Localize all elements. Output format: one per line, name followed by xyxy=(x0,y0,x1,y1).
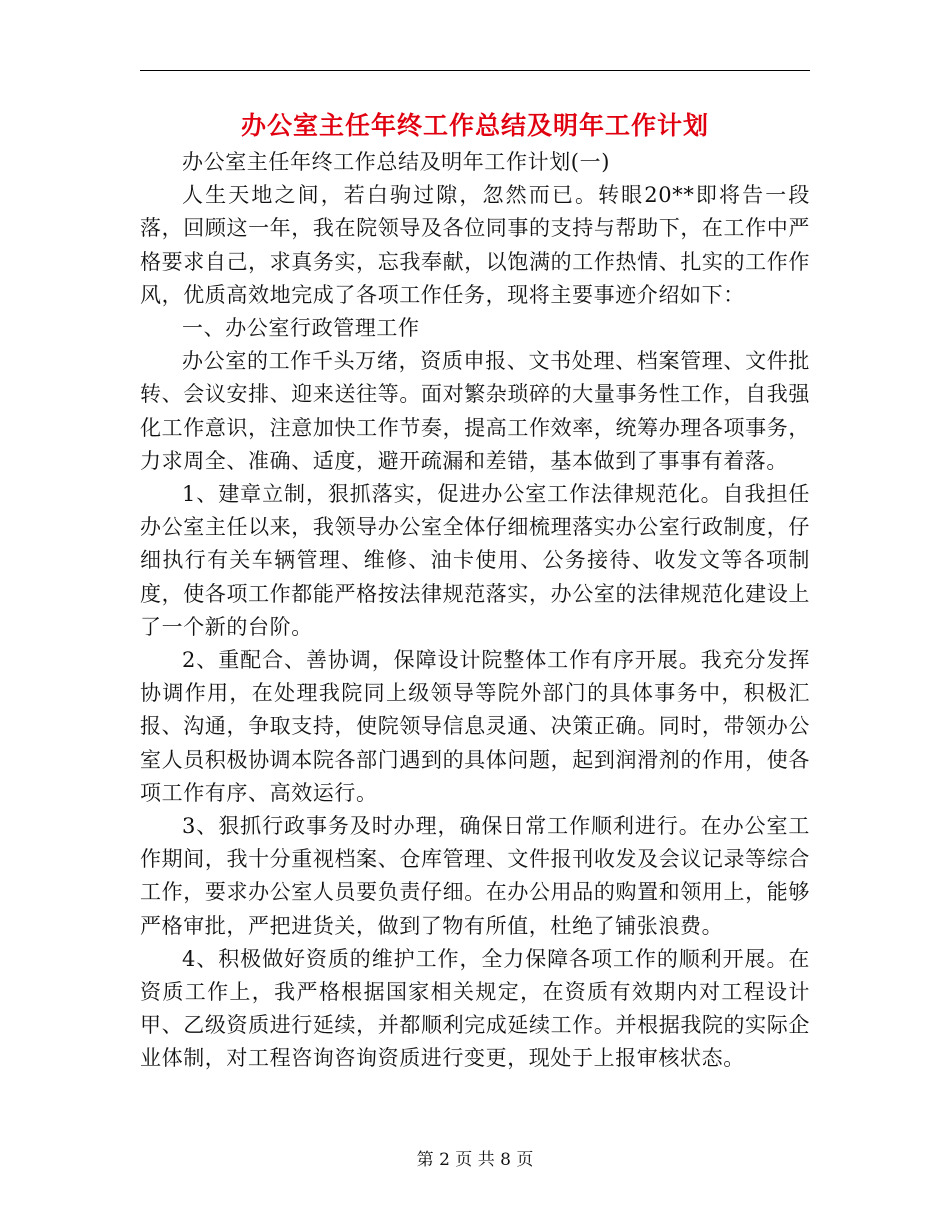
item-2-paragraph: 2、重配合、善协调，保障设计院整体工作有序开展。我充分发挥协调作用，在处理我院同上级领导等院外部门的具体事务中，积极汇报、沟通，争取支持，使院领导信息灵通、决策正确。同时，带领办公室人员积极协调本院各部门遇到的具体问题，起到润滑剂的作用，使各项工作有序、高效运行。 xyxy=(140,648,810,805)
item-3-paragraph: 3、狠抓行政事务及时办理，确保日常工作顺利进行。在办公室工作期间，我十分重视档案、仓库管理、文件报刊收发及会议记录等综合工作，要求办公室人员要负责仔细。在办公用品的购置和领用上，能够严格审批，严把进货关，做到了物有所值，杜绝了铺张浪费。 xyxy=(140,814,810,938)
item-1-paragraph: 1、建章立制，狠抓落实，促进办公室工作法律规范化。自我担任办公室主任以来，我领导办公室全体仔细梳理落实办公室行政制度，仔细执行有关车辆管理、维修、油卡使用、公务接待、收发文等各项制度，使各项工作都能严格按法律规范落实，办公室的法律规范化建设上了一个新的台阶。 xyxy=(140,482,810,639)
intro-paragraph: 人生天地之间，若白驹过隙，忽然而已。转眼20**即将告一段落，回顾这一年，我在院领导及各位同事的支持与帮助下，在工作中严格要求自己，求真务实，忘我奉献，以饱满的工作热情、扎实的工作作风，优质高效地完成了各项工作任务，现将主要事迹介绍如下： xyxy=(140,183,810,307)
overview-paragraph: 办公室的工作千头万绪，资质申报、文书处理、档案管理、文件批转、会议安排、迎来送往等。面对繁杂琐碎的大量事务性工作，自我强化工作意识，注意加快工作节奏，提高工作效率，统筹办理各项事务，力求周全、准确、适度，避开疏漏和差错，基本做到了事事有着落。 xyxy=(140,349,810,473)
document-title: 办公室主任年终工作总结及明年工作计划 xyxy=(240,111,709,140)
document-body xyxy=(140,146,810,1076)
subtitle-paragraph: 办公室主任年终工作总结及明年工作计划(一) xyxy=(182,150,610,174)
header-rule xyxy=(140,70,810,71)
section-heading: 一、办公室行政管理工作 xyxy=(182,316,420,341)
item-4-paragraph: 4、积极做好资质的维护工作，全力保障各项工作的顺利开展。在资质工作上，我严格根据国家相关规定，在资质有效期内对工程设计甲、乙级资质进行延续，并都顺利完成延续工作。并根据我院的实际企业体制，对工程咨询咨询资质进行变更，现处于上报审核状态。 xyxy=(140,946,810,1071)
page-number-footer: 第 2 页 共 8 页 xyxy=(416,1150,534,1170)
